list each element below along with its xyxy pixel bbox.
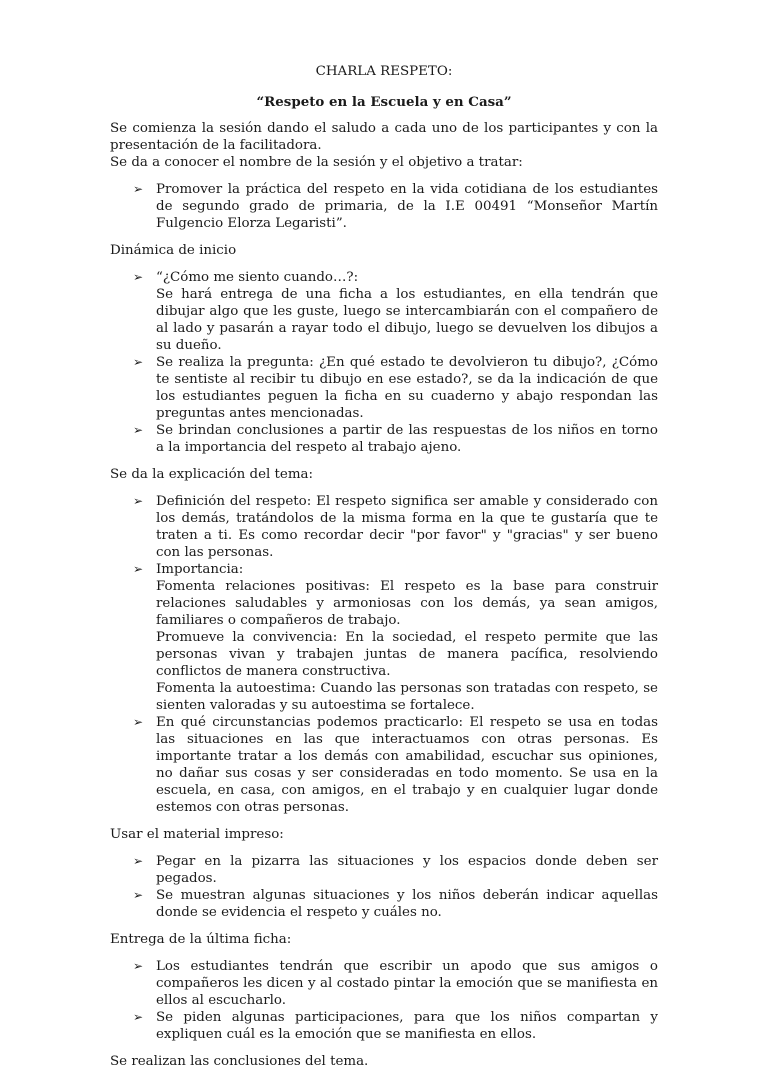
objective-list — [110, 181, 658, 232]
list-item-line: Pegar en la pizarra las situaciones y los espacios donde deben ser pegados. — [156, 854, 658, 886]
arrow-bullet-icon: ➢ — [133, 182, 144, 196]
list-item — [110, 269, 658, 354]
objective-item — [110, 181, 658, 232]
arrow-bullet-icon: ➢ — [133, 888, 144, 902]
document-body — [110, 63, 658, 1070]
arrow-bullet-icon: ➢ — [133, 959, 144, 973]
list-item-line: Se realiza la pregunta: ¿En qué estado te devolvieron tu dibujo?, ¿Cómo te sentiste al recibir tu dibujo en ese estado?, se da la indicación de que los estudiantes peguen la ficha en su cuaderno y abajo respondan las preguntas antes mencionadas. — [156, 355, 658, 421]
dinamica-list — [110, 269, 658, 456]
arrow-bullet-icon: ➢ — [133, 423, 144, 437]
list-item-line: Se brindan conclusiones a partir de las respuestas de los niños en torno a la importancia del respeto al trabajo ajeno. — [156, 423, 658, 455]
explicacion-list — [110, 493, 658, 816]
section-heading-explicacion: Se da la explicación del tema: — [110, 467, 314, 482]
list-item — [110, 853, 658, 887]
document-title: CHARLA RESPETO: — [315, 64, 453, 79]
section-heading-ficha: Entrega de la última ficha: — [110, 932, 292, 947]
arrow-bullet-icon: ➢ — [133, 562, 144, 576]
list-item — [110, 354, 658, 422]
material-list — [110, 853, 658, 921]
intro-paragraph: Se comienza la sesión dando el saludo a cada uno de los participantes y con la presentación de la facilitadora. — [110, 121, 658, 153]
list-item — [110, 422, 658, 456]
section-heading-material: Usar el material impreso: — [110, 827, 284, 842]
arrow-bullet-icon: ➢ — [133, 494, 144, 508]
arrow-bullet-icon: ➢ — [133, 355, 144, 369]
list-item-line: Fomenta la autoestima: Cuando las personas son tratadas con respeto, se sienten valoradas y su autoestima se fortalece. — [156, 681, 658, 713]
arrow-bullet-icon: ➢ — [133, 270, 144, 284]
list-item-line: Se hará entrega de una ficha a los estudiantes, en ella tendrán que dibujar algo que les guste, luego se intercambiarán con el compañero de al lado y pasarán a rayar todo el dibujo, luego se devuelven los dibujos a su dueño. — [156, 287, 658, 353]
section-heading-dinamica: Dinámica de inicio — [110, 243, 237, 258]
intro-objective-line: Se da a conocer el nombre de la sesión y el objetivo a tratar: — [110, 155, 523, 170]
arrow-bullet-icon: ➢ — [133, 1010, 144, 1024]
list-item-line: Se muestran algunas situaciones y los niños deberán indicar aquellas donde se evidencia el respeto y cuáles no. — [156, 888, 658, 920]
list-item — [110, 714, 658, 816]
ficha-list — [110, 958, 658, 1043]
list-item-line: Se piden algunas participaciones, para que los niños compartan y expliquen cuál es la emoción que se manifiesta en ellos. — [156, 1010, 658, 1042]
list-item — [110, 561, 658, 714]
arrow-bullet-icon: ➢ — [133, 854, 144, 868]
objective-text: Promover la práctica del respeto en la vida cotidiana de los estudiantes de segundo grado de primaria, de la I.E 00491 “Monseñor Martín Fulgencio Elorza Legaristi”. — [156, 182, 658, 231]
closing-line: Se realizan las conclusiones del tema. — [110, 1054, 369, 1069]
list-item-line: Los estudiantes tendrán que escribir un apodo que sus amigos o compañeros les dicen y al costado pintar la emoción que se manifiesta en ellos al escucharlo. — [156, 959, 658, 1008]
list-item — [110, 887, 658, 921]
list-item-line: Promueve la convivencia: En la sociedad, el respeto permite que las personas vivan y trabajen juntas de manera pacífica, resolviendo conflictos de manera constructiva. — [156, 630, 658, 679]
list-item-line: Fomenta relaciones positivas: El respeto es la base para construir relaciones saludables y armoniosas con los demás, ya sean amigos, familiares o compañeros de trabajo. — [156, 579, 658, 628]
list-item-line: “¿Cómo me siento cuando…?: — [156, 270, 359, 285]
list-item-line: Importancia: — [156, 562, 244, 577]
arrow-bullet-icon: ➢ — [133, 715, 144, 729]
list-item-line: En qué circunstancias podemos practicarlo: El respeto se usa en todas las situaciones en las que interactuamos con otras personas. Es importante tratar a los demás con amabilidad, escuchar sus opiniones, no dañar sus cosas y ser consideradas en todo momento. Se usa en la escuela, en casa, con amigos, en el trabajo y en cualquier lugar donde estemos con otras personas. — [156, 715, 658, 815]
document-subtitle: “Respeto en la Escuela y en Casa” — [256, 94, 512, 110]
list-item — [110, 958, 658, 1009]
list-item — [110, 493, 658, 561]
list-item-line: Definición del respeto: El respeto significa ser amable y considerado con los demás, tratándolos de la misma forma en la que te gustaría que te traten a ti. Es como recordar decir "por favor" y "gracias" y ser bueno con las personas. — [156, 494, 658, 560]
list-item — [110, 1009, 658, 1043]
